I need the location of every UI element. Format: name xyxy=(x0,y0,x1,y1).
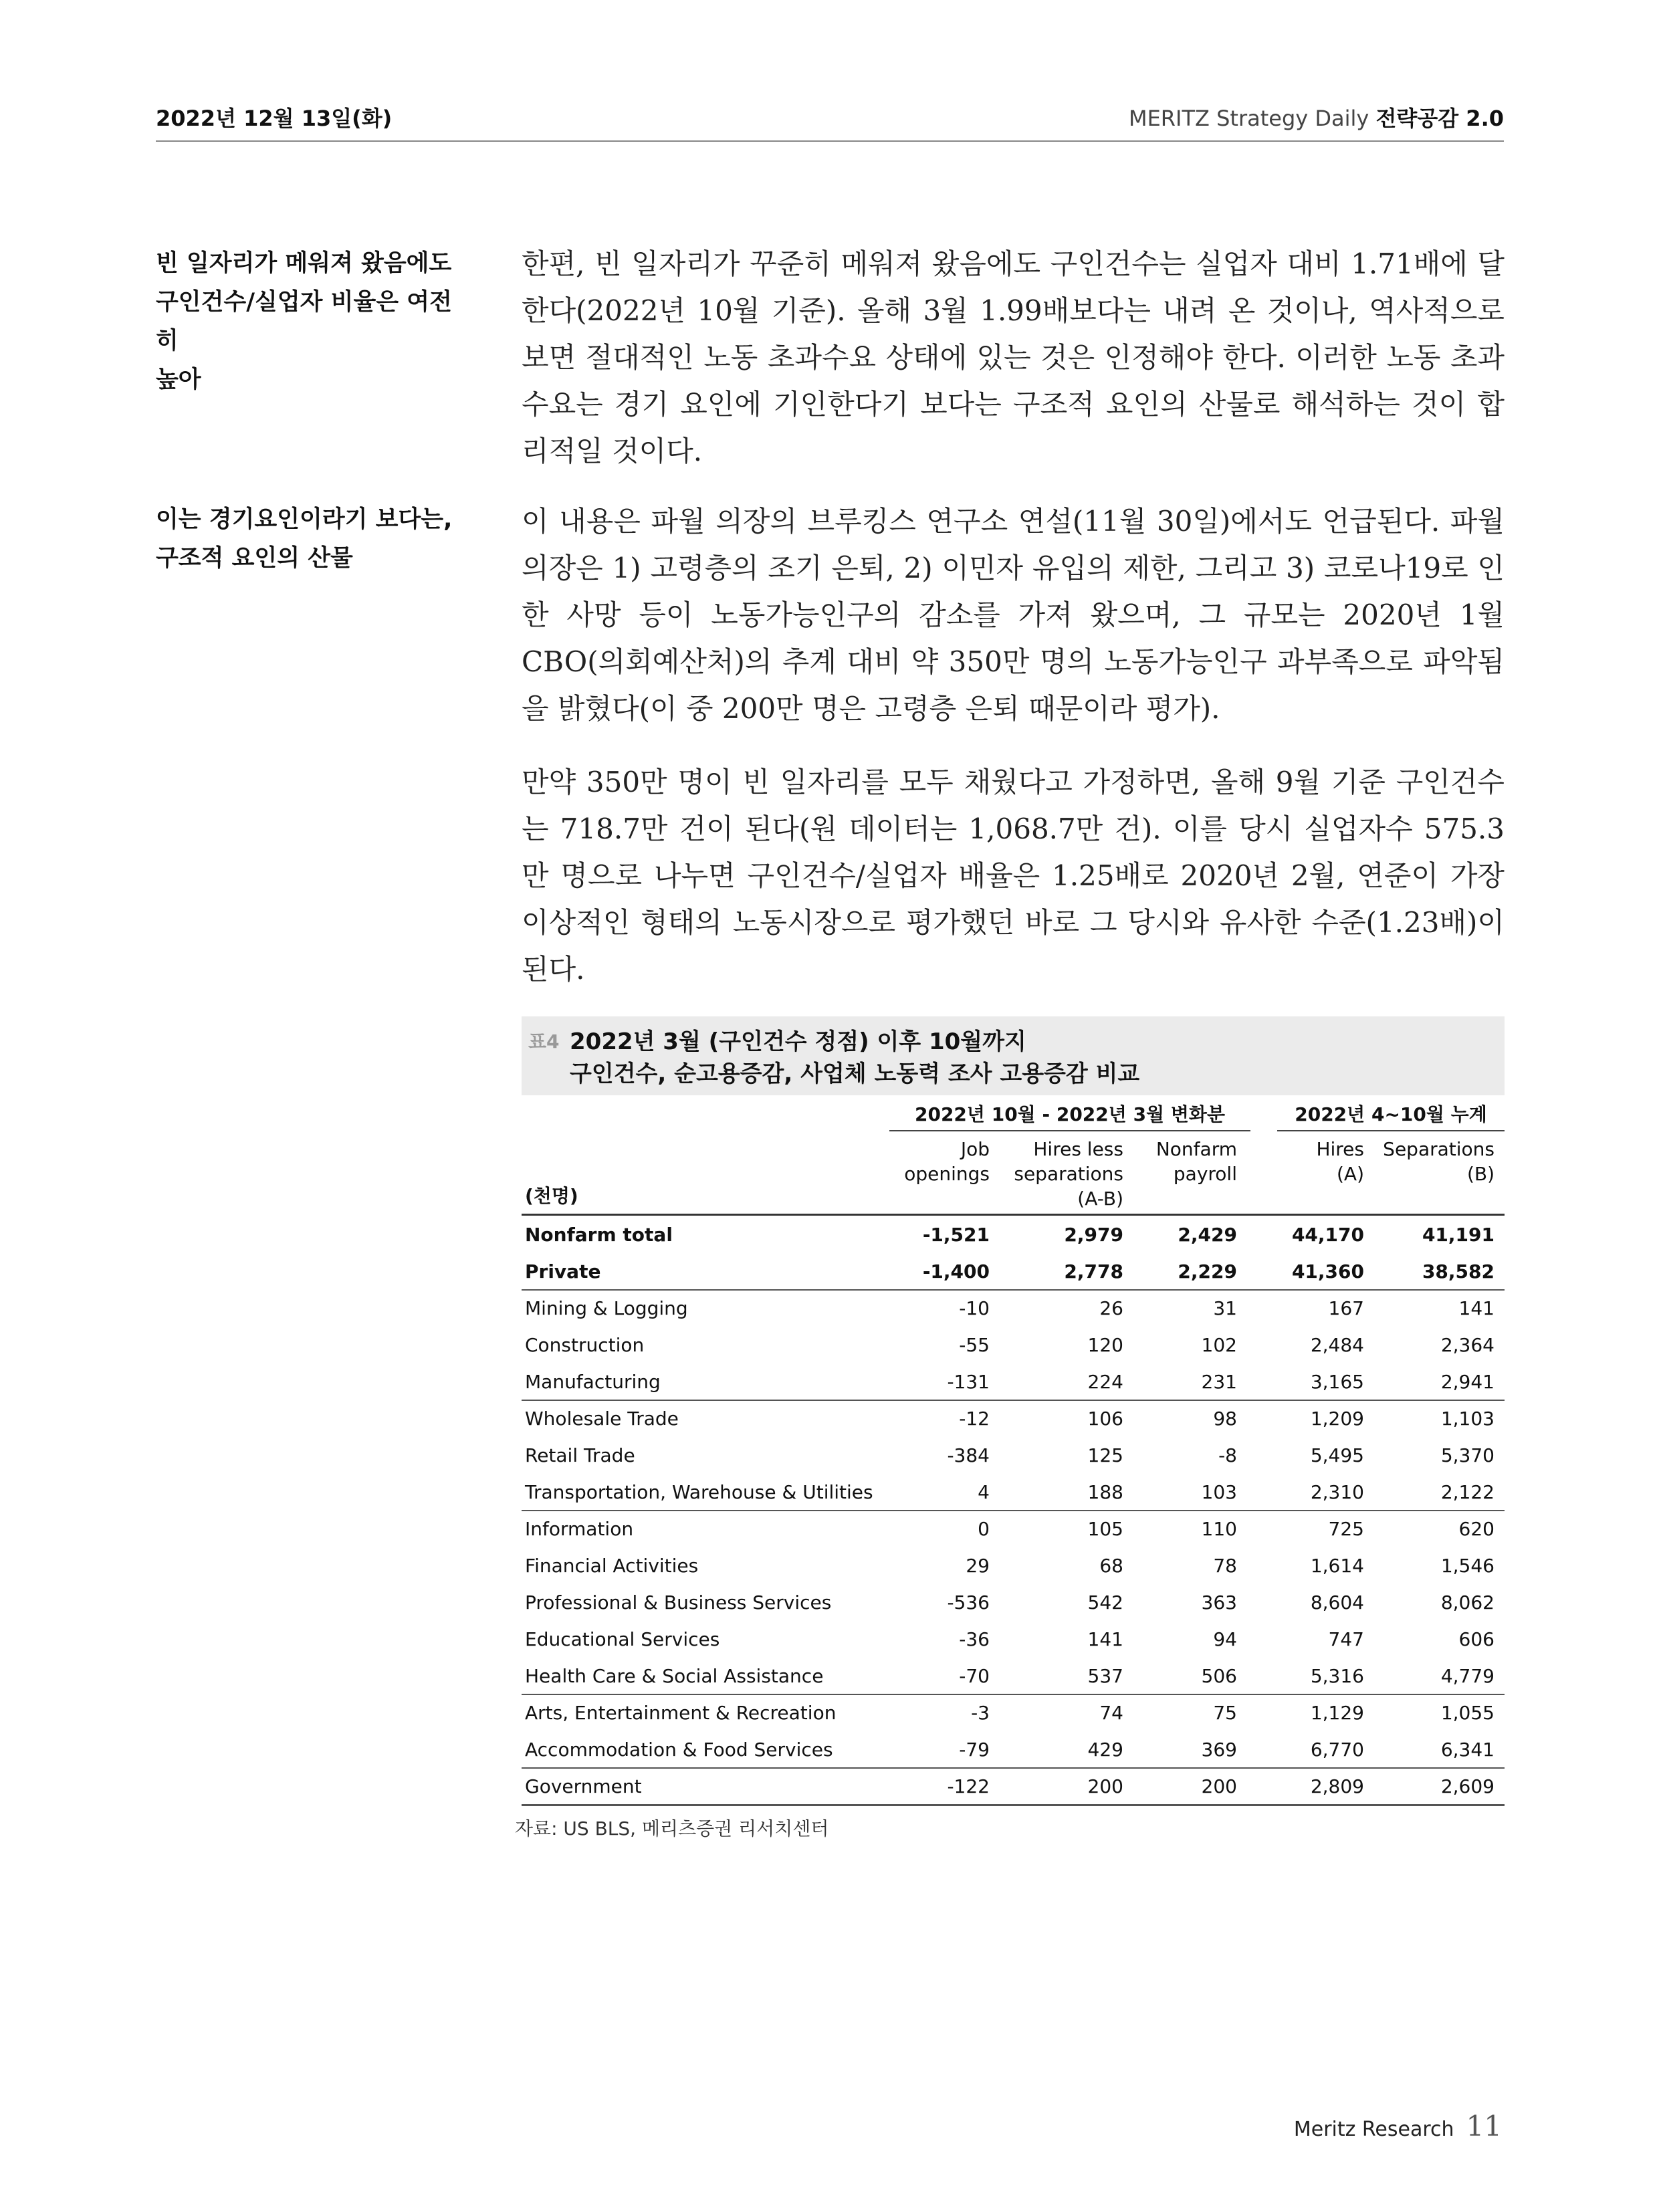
table-title-bar xyxy=(522,1016,1505,1095)
row-value: -122 xyxy=(947,1775,990,1797)
table-row xyxy=(522,1731,1505,1767)
row-value: 620 xyxy=(1458,1518,1495,1540)
row-label: Professional & Business Services xyxy=(525,1591,832,1614)
col-head-line: (B) xyxy=(1466,1163,1495,1185)
col-separations xyxy=(1371,1137,1495,1186)
row-value: -79 xyxy=(959,1739,990,1761)
row-label: Health Care & Social Assistance xyxy=(525,1665,824,1687)
row-value: 102 xyxy=(1201,1334,1237,1356)
side-heading-line: 구인건수/실업자 비율은 여전히 xyxy=(156,289,452,354)
row-value: 725 xyxy=(1328,1518,1364,1540)
row-value: 363 xyxy=(1201,1591,1237,1614)
table-row xyxy=(522,1583,1505,1620)
col-head-line: Hires xyxy=(1316,1138,1364,1160)
row-value: 141 xyxy=(1458,1297,1495,1319)
row-value: 68 xyxy=(1099,1555,1123,1577)
group-header-cumulative: 2022년 4~10월 누계 xyxy=(1295,1103,1487,1125)
table-row xyxy=(522,1436,1505,1473)
row-value: -131 xyxy=(947,1371,990,1393)
row-value: 2,778 xyxy=(1064,1260,1123,1283)
col-head-line: separations xyxy=(1014,1163,1123,1185)
row-value: 231 xyxy=(1201,1371,1237,1393)
row-value: 606 xyxy=(1458,1628,1495,1650)
row-value: 200 xyxy=(1087,1775,1123,1797)
table-row xyxy=(522,1363,1505,1400)
table-source: 자료: US BLS, 메리츠증권 리서치센터 xyxy=(515,1817,829,1840)
row-label: Educational Services xyxy=(525,1628,720,1650)
body-paragraph-3: 만약 350만 명이 빈 일자리를 모두 채웠다고 가정하면, 올해 9월 기준 구인건수는 718.7만 건이 된다(원 데이터는 1,068.7만 건). 이를 당시 실업자수 575.3만 명으로 나누면 구인건수/실업자 배율은 1.25배로 2020년 2월, 연준이 가장 이상적인 형태의 노동시장으로 평가했던 바로 그 당시와 유사한 수준(1.23배)이 된다. xyxy=(522,766,1505,986)
row-value: 105 xyxy=(1087,1518,1123,1540)
table-row xyxy=(522,1289,1505,1326)
row-label: Nonfarm total xyxy=(525,1224,673,1246)
table-row xyxy=(522,1657,1505,1694)
row-value: 2,229 xyxy=(1178,1260,1237,1283)
row-value: 0 xyxy=(978,1518,990,1540)
row-value: 31 xyxy=(1213,1297,1237,1319)
col-hires-less-separations xyxy=(990,1137,1123,1211)
footer xyxy=(1294,2110,1502,2142)
row-label: Transportation, Warehouse & Utilities xyxy=(525,1481,873,1503)
table-row xyxy=(522,1767,1505,1804)
header-date: 2022년 12월 13일(화) xyxy=(156,106,393,131)
row-value: 29 xyxy=(966,1555,990,1577)
header-brand xyxy=(1129,102,1504,132)
row-value: 1,129 xyxy=(1310,1702,1364,1724)
table-title-line2: 구인건수, 순고용증감, 사업체 노동력 조사 고용증감 비교 xyxy=(570,1061,1140,1087)
side-heading-line: 이는 경기요인이라기 보다는, xyxy=(156,506,453,533)
row-value: 2,979 xyxy=(1064,1224,1123,1246)
row-value: -36 xyxy=(959,1628,990,1650)
row-value: 6,770 xyxy=(1310,1739,1364,1761)
group-rule-cumulative xyxy=(1277,1130,1505,1131)
row-value: 106 xyxy=(1087,1408,1123,1430)
row-value: 200 xyxy=(1201,1775,1237,1797)
row-value: 369 xyxy=(1201,1739,1237,1761)
table-row xyxy=(522,1252,1505,1289)
row-value: 5,316 xyxy=(1310,1665,1364,1687)
body-paragraph-2: 이 내용은 파월 의장의 브루킹스 연구소 연설(11월 30일)에서도 언급된다. 파월 의장은 1) 고령층의 조기 은퇴, 2) 이민자 유입의 제한, 그리고 3) 코로나19로 인한 사망 등이 노동가능인구의 감소를 가져 왔으며, 그 규모는 2020년 1월 CBO(의회예산처)의 추계 대비 약 350만 명의 노동가능인구 과부족으로 파악됨을 밝혔다(이 중 200만 명은 고령층 은퇴 때문이라 평가). xyxy=(522,505,1505,725)
row-label: Government xyxy=(525,1775,642,1797)
table-unit: (천명) xyxy=(525,1185,578,1207)
row-value: 41,360 xyxy=(1291,1260,1364,1283)
body-paragraph-1: 한편, 빈 일자리가 꾸준히 메워져 왔음에도 구인건수는 실업자 대비 1.71배에 달한다(2022년 10월 기준). 올해 3월 1.99배보다는 내려 온 것이나, 역사적으로 보면 절대적인 노동 초과수요 상태에 있는 것은 인정해야 한다. 이러한 노동 초과수요는 경기 요인에 기인한다기 보다는 구조적 요인의 산물로 해석하는 것이 합리적일 것이다. xyxy=(522,247,1505,467)
row-label: Construction xyxy=(525,1334,645,1356)
row-label: Arts, Entertainment & Recreation xyxy=(525,1702,837,1724)
row-value: 537 xyxy=(1087,1665,1123,1687)
col-head-line: payroll xyxy=(1173,1163,1237,1185)
row-value: 2,609 xyxy=(1440,1775,1495,1797)
row-value: 2,122 xyxy=(1440,1481,1495,1503)
row-value: 506 xyxy=(1201,1665,1237,1687)
side-heading-line: 빈 일자리가 메워져 왔음에도 xyxy=(156,250,452,277)
row-label: Manufacturing xyxy=(525,1371,661,1393)
table-row xyxy=(522,1620,1505,1657)
col-head-line: Job xyxy=(960,1138,990,1160)
row-value: -8 xyxy=(1218,1444,1237,1466)
row-value: 2,310 xyxy=(1310,1481,1364,1503)
row-value: 224 xyxy=(1087,1371,1123,1393)
row-value: 125 xyxy=(1087,1444,1123,1466)
table-row xyxy=(522,1547,1505,1583)
row-value: 1,209 xyxy=(1310,1408,1364,1430)
row-value: 429 xyxy=(1087,1739,1123,1761)
row-value: 1,103 xyxy=(1440,1408,1495,1430)
row-value: 26 xyxy=(1099,1297,1123,1319)
row-value: 188 xyxy=(1087,1481,1123,1503)
table-bottom-rule xyxy=(522,1804,1505,1806)
row-value: 2,809 xyxy=(1310,1775,1364,1797)
row-value: 1,055 xyxy=(1440,1702,1495,1724)
row-value: 75 xyxy=(1213,1702,1237,1724)
row-label: Financial Activities xyxy=(525,1555,699,1577)
row-value: -12 xyxy=(959,1408,990,1430)
row-value: -10 xyxy=(959,1297,990,1319)
row-value: -3 xyxy=(971,1702,990,1724)
table-row xyxy=(522,1694,1505,1731)
table-title-line1: 2022년 3월 (구인건수 정점) 이후 10월까지 xyxy=(570,1028,1026,1055)
row-value: 747 xyxy=(1328,1628,1364,1650)
row-value: 1,614 xyxy=(1310,1555,1364,1577)
row-value: 44,170 xyxy=(1291,1224,1364,1246)
row-value: 120 xyxy=(1087,1334,1123,1356)
row-value: 41,191 xyxy=(1422,1224,1495,1246)
side-heading-1 xyxy=(156,244,470,399)
row-value: 167 xyxy=(1328,1297,1364,1319)
side-heading-2 xyxy=(156,500,470,578)
row-value: 8,062 xyxy=(1440,1591,1495,1614)
row-label: Information xyxy=(525,1518,634,1540)
row-value: 2,429 xyxy=(1178,1224,1237,1246)
row-value: 5,370 xyxy=(1440,1444,1495,1466)
row-value: 141 xyxy=(1087,1628,1123,1650)
col-head-line: (A) xyxy=(1336,1163,1364,1185)
brand-name: MERITZ Strategy Daily xyxy=(1128,106,1369,131)
row-value: -536 xyxy=(947,1591,990,1614)
group-rule-change xyxy=(889,1130,1250,1131)
row-value: 94 xyxy=(1213,1628,1237,1650)
row-value: 110 xyxy=(1201,1518,1237,1540)
col-job-openings xyxy=(869,1137,990,1186)
row-label: Wholesale Trade xyxy=(525,1408,679,1430)
row-value: 2,484 xyxy=(1310,1334,1364,1356)
row-value: -55 xyxy=(959,1334,990,1356)
table-row xyxy=(522,1326,1505,1363)
row-value: 38,582 xyxy=(1422,1260,1495,1283)
col-head-line: (A-B) xyxy=(1077,1188,1123,1210)
row-value: 3,165 xyxy=(1310,1371,1364,1393)
row-value: 98 xyxy=(1213,1408,1237,1430)
row-label: Retail Trade xyxy=(525,1444,635,1466)
col-head-line: openings xyxy=(904,1163,990,1185)
col-head-line: Hires less xyxy=(1033,1138,1123,1160)
row-value: -1,400 xyxy=(922,1260,990,1283)
row-value: -70 xyxy=(959,1665,990,1687)
row-value: 4,779 xyxy=(1440,1665,1495,1687)
row-value: 6,341 xyxy=(1440,1739,1495,1761)
table-row xyxy=(522,1473,1505,1510)
row-value: 2,364 xyxy=(1440,1334,1495,1356)
row-label: Accommodation & Food Services xyxy=(525,1739,833,1761)
side-heading-line: 구조적 요인의 산물 xyxy=(156,545,353,572)
row-value: -384 xyxy=(947,1444,990,1466)
table-row xyxy=(522,1400,1505,1436)
row-value: 8,604 xyxy=(1310,1591,1364,1614)
col-head-line: Nonfarm xyxy=(1155,1138,1237,1160)
footer-label: Meritz Research xyxy=(1293,2118,1454,2141)
row-value: 1,546 xyxy=(1440,1555,1495,1577)
col-head-line: Separations xyxy=(1383,1138,1495,1160)
row-value: 74 xyxy=(1099,1702,1123,1724)
row-value: 103 xyxy=(1201,1481,1237,1503)
row-value: 78 xyxy=(1213,1555,1237,1577)
group-header-change: 2022년 10월 - 2022년 3월 변화분 xyxy=(914,1103,1225,1125)
row-label: Private xyxy=(525,1260,601,1283)
row-value: 2,941 xyxy=(1440,1371,1495,1393)
table-tag: 표4 xyxy=(528,1030,560,1053)
page-number: 11 xyxy=(1466,2110,1502,2142)
col-nonfarm-payroll xyxy=(1130,1137,1237,1186)
row-label: Mining & Logging xyxy=(525,1297,688,1319)
table-row xyxy=(522,1510,1505,1547)
row-value: 5,495 xyxy=(1310,1444,1364,1466)
table-row xyxy=(522,1216,1505,1252)
col-hires xyxy=(1264,1137,1364,1186)
side-heading-line: 높아 xyxy=(156,366,201,393)
row-value: 4 xyxy=(978,1481,990,1503)
header-divider xyxy=(156,140,1504,142)
row-value: 542 xyxy=(1087,1591,1123,1614)
brand-bold: 전략공감 2.0 xyxy=(1375,106,1504,131)
row-value: -1,521 xyxy=(922,1224,990,1246)
